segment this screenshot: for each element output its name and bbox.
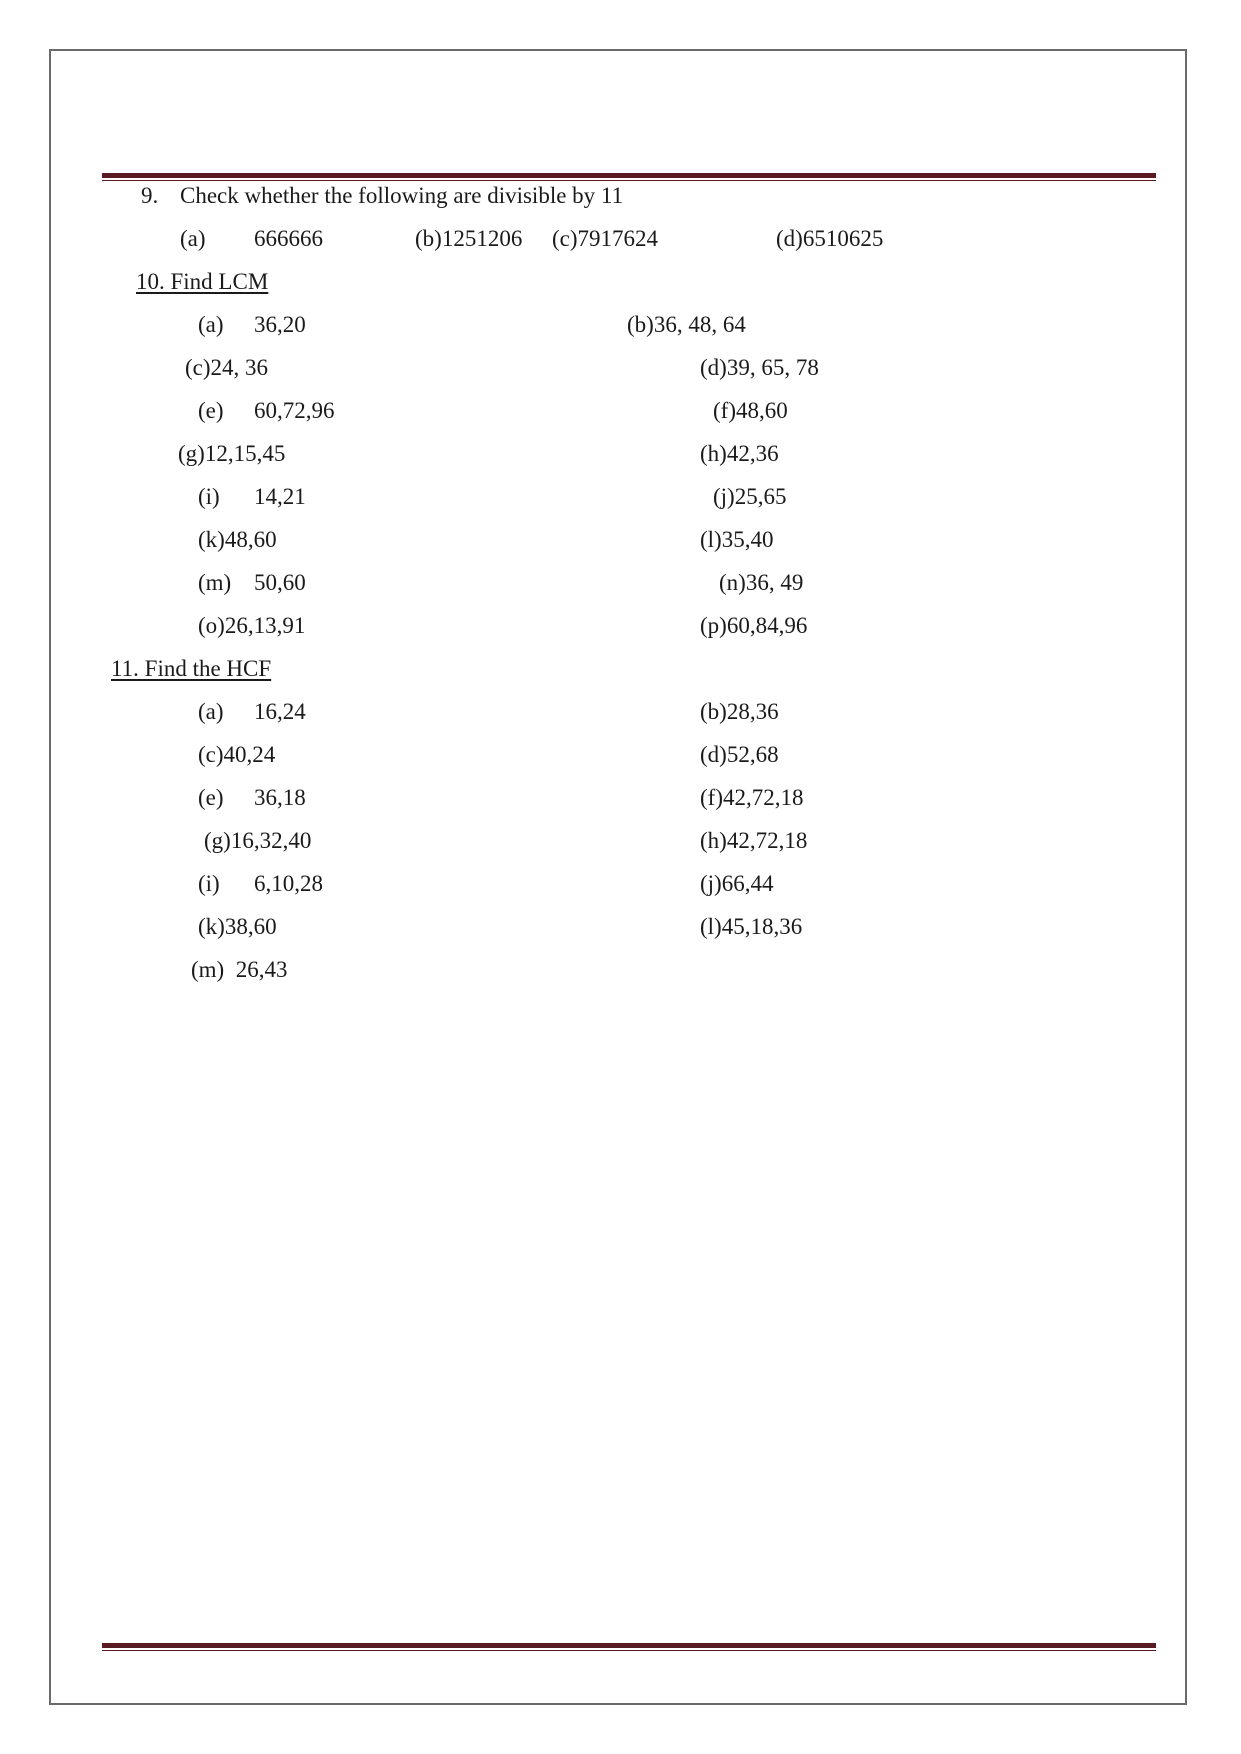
q9-title: Check whether the following are divisible by 11 <box>180 183 624 208</box>
q10-title: 10. Find LCM <box>136 269 269 294</box>
q11-e-value: 36,18 <box>254 785 306 810</box>
q10-f: (f)48,60 <box>713 398 788 423</box>
q10-m-label: (m) <box>198 570 232 595</box>
q11-k: (k)38,60 <box>198 914 277 939</box>
q11-i-value: 6,10,28 <box>254 871 323 896</box>
q11-d: (d)52,68 <box>700 742 779 767</box>
q11-j: (j)66,44 <box>700 871 774 896</box>
q10-i-label: (i) <box>198 484 220 509</box>
q11-h: (h)42,72,18 <box>700 828 808 853</box>
q10-e-value: 60,72,96 <box>254 398 335 423</box>
q10-l: (l)35,40 <box>700 527 774 552</box>
q9-d: (d)6510625 <box>776 226 884 251</box>
footer-rule <box>102 1643 1156 1651</box>
q10-k: (k)48,60 <box>198 527 277 552</box>
q10-p: (p)60,84,96 <box>700 613 808 638</box>
q10-a-value: 36,20 <box>254 312 306 337</box>
q10-n: (n)36, 49 <box>719 570 804 595</box>
q11-l: (l)45,18,36 <box>700 914 803 939</box>
q11-title: 11. Find the HCF <box>111 656 272 681</box>
q10-a-label: (a) <box>198 312 224 337</box>
q9-c: (c)7917624 <box>552 226 659 251</box>
q10-o: (o)26,13,91 <box>198 613 306 638</box>
q10-c: (c)24, 36 <box>185 355 269 380</box>
q9-number: 9. <box>141 183 159 208</box>
q11-i-label: (i) <box>198 871 220 896</box>
q10-h: (h)42,36 <box>700 441 779 466</box>
q10-i-value: 14,21 <box>254 484 306 509</box>
q11-e-label: (e) <box>198 785 224 810</box>
q10-m-value: 50,60 <box>254 570 306 595</box>
q10-b: (b)36, 48, 64 <box>627 312 746 337</box>
q11-c: (c)40,24 <box>198 742 276 767</box>
q11-a-label: (a) <box>198 699 224 724</box>
q11-f: (f)42,72,18 <box>700 785 804 810</box>
q11-a-value: 16,24 <box>254 699 306 724</box>
q10-d: (d)39, 65, 78 <box>700 355 819 380</box>
q9-a-value: 666666 <box>254 226 323 251</box>
q11-g: (g)16,32,40 <box>204 828 312 853</box>
q10-g: (g)12,15,45 <box>178 441 286 466</box>
q10-e-label: (e) <box>198 398 224 423</box>
q11-m: (m) 26,43 <box>191 957 288 982</box>
q10-j: (j)25,65 <box>713 484 787 509</box>
q9-b: (b)1251206 <box>415 226 523 251</box>
header-rule <box>102 173 1156 181</box>
q11-b: (b)28,36 <box>700 699 779 724</box>
q9-a-label: (a) <box>180 226 206 251</box>
